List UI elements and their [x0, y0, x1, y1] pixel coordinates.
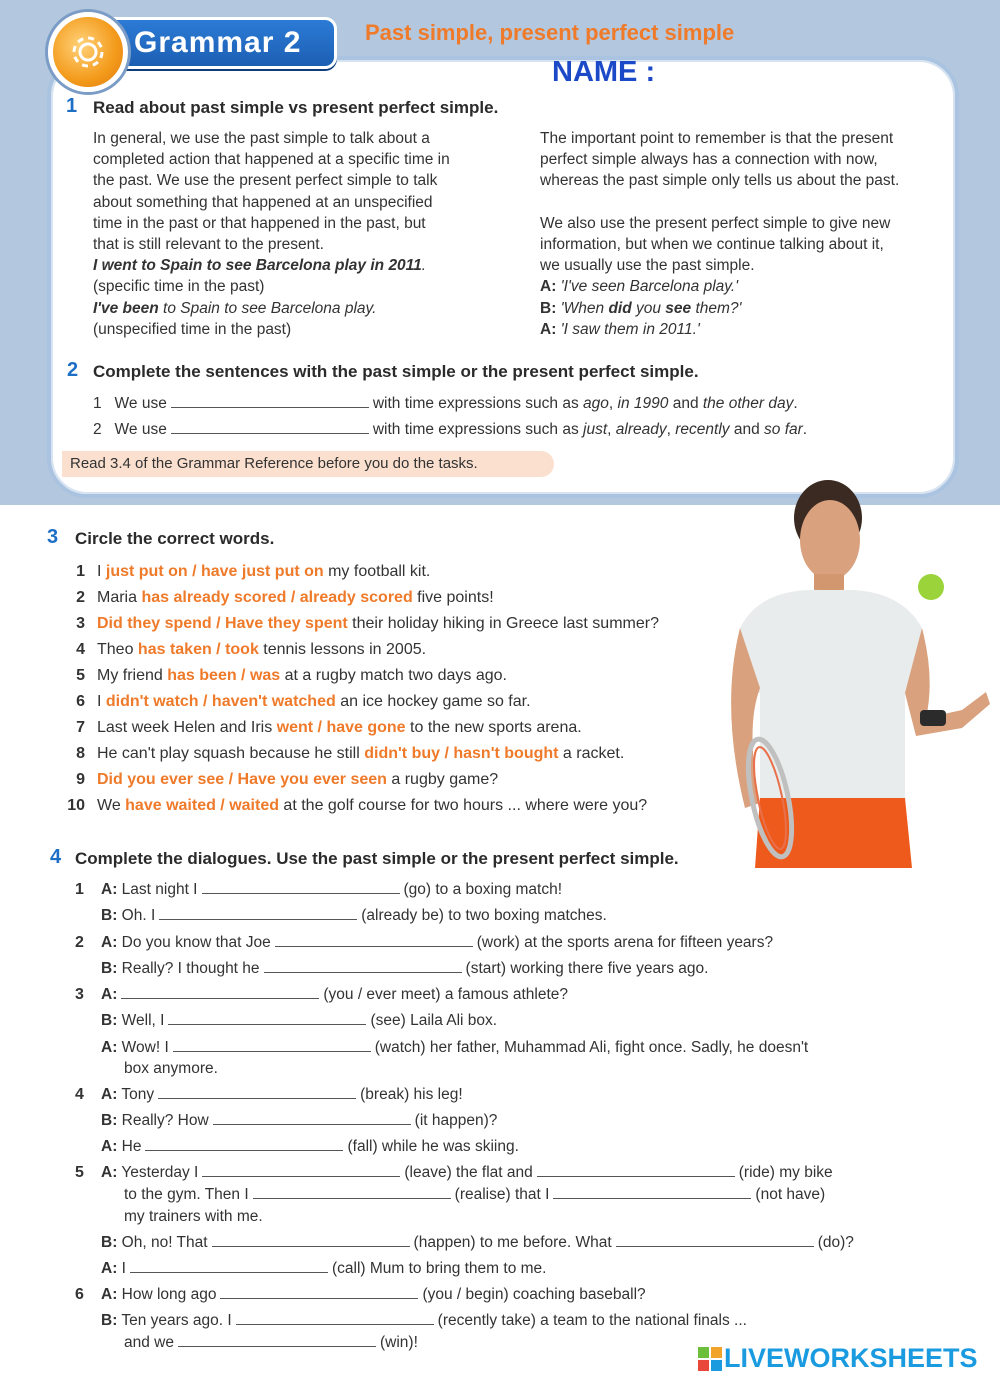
- item-emphasis: recently: [675, 421, 730, 438]
- text-line: In general, we use the past simple to talk about a: [93, 130, 430, 147]
- choice-option[interactable]: has taken / took: [137, 641, 259, 658]
- item-emphasis: just: [583, 421, 608, 438]
- example-line: [93, 255, 523, 276]
- speaker-label: A:: [101, 1039, 118, 1056]
- dialogue-line: box anymore.: [124, 1060, 218, 1077]
- section2-item: [93, 421, 807, 439]
- dialogue-number: 5: [75, 1164, 84, 1181]
- line-text: Oh, no! That: [117, 1234, 208, 1251]
- example-text: 'I've seen Barcelona play.': [556, 278, 739, 296]
- dialogue-line: [101, 1234, 854, 1252]
- section1-left-text: [93, 128, 523, 340]
- example-line: [540, 276, 945, 297]
- text-line: that is still relevant to the present.: [93, 236, 324, 254]
- answer-blank[interactable]: [130, 1261, 328, 1273]
- dialogue-line: [101, 907, 607, 925]
- answer-blank[interactable]: [212, 1235, 410, 1247]
- item-text: five points!: [412, 589, 494, 606]
- item-number: 2: [76, 589, 85, 606]
- verb-hint: (watch) her father, Muhammad Ali, fight once. Sadly, he doesn't: [374, 1039, 809, 1056]
- answer-blank[interactable]: [171, 396, 369, 408]
- item-text: with time expressions such as: [372, 421, 584, 438]
- choice-option[interactable]: has already scored / already scored: [141, 589, 413, 606]
- text-line: completed action that happened at a specific time in: [93, 151, 450, 169]
- text-line: whereas the past simple only tells us about the past.: [540, 172, 900, 190]
- item-number: 10: [67, 797, 85, 814]
- answer-blank[interactable]: [213, 1113, 411, 1125]
- section4-heading: Complete the dialogues. Use the past simple or the present perfect simple.: [75, 849, 679, 868]
- answer-blank[interactable]: [178, 1335, 376, 1347]
- item-text: .: [793, 395, 798, 412]
- item-text: to the new sports arena.: [405, 719, 582, 736]
- line-text: How long ago: [117, 1286, 217, 1303]
- list-item: [63, 641, 426, 659]
- item-text: ,: [666, 421, 676, 438]
- grammar-reference-note: Read 3.4 of the Grammar Reference before you do the tasks.: [62, 451, 554, 477]
- section2-number: 2: [67, 359, 79, 381]
- verb-hint: (ride) my bike: [738, 1164, 833, 1181]
- example-text: you: [631, 299, 666, 317]
- line-text: Oh. I: [117, 907, 156, 924]
- choice-option[interactable]: Did you ever see / Have you ever seen: [97, 771, 387, 788]
- dialogue-line: [101, 1112, 497, 1130]
- item-text: Theo: [97, 641, 138, 658]
- speaker-label: B:: [101, 1312, 118, 1329]
- choice-option[interactable]: didn't watch / haven't watched: [105, 693, 336, 710]
- item-text: their holiday hiking in Greece last summer?: [347, 615, 659, 632]
- item-text: and: [729, 421, 765, 438]
- answer-blank[interactable]: [264, 961, 462, 973]
- item-text: my football kit.: [323, 563, 431, 580]
- line-text: Wow! I: [117, 1039, 169, 1056]
- speaker-label: A:: [101, 881, 118, 898]
- dialogue-line: [101, 1286, 646, 1304]
- dialogue-line: [101, 1039, 808, 1057]
- item-text: Maria: [97, 589, 142, 606]
- dialogue-line: [101, 960, 708, 978]
- line-text: Tony: [117, 1086, 155, 1103]
- example-line: [540, 298, 945, 319]
- example-text: to Spain to see Barcelona play.: [158, 299, 377, 317]
- dialogue-number: 2: [75, 934, 84, 951]
- answer-blank[interactable]: [220, 1287, 418, 1299]
- item-text: .: [802, 421, 808, 438]
- name-label: NAME :: [552, 56, 656, 88]
- verb-hint: (realise) that I: [454, 1186, 550, 1203]
- verb-hint: (recently take) a team to the national finals ...: [437, 1312, 747, 1329]
- section4-number: 4: [50, 846, 62, 868]
- example-line: [93, 298, 523, 319]
- list-item: [63, 693, 531, 711]
- line-text: Last night I: [117, 881, 198, 898]
- item-number: 6: [76, 693, 85, 710]
- dialogue-line: [101, 1312, 747, 1330]
- item-text: We use: [114, 421, 167, 438]
- item-text: an ice hockey game so far.: [335, 693, 531, 710]
- text-line: The important point to remember is that the present: [540, 130, 894, 147]
- verb-hint: (break) his leg!: [360, 1086, 463, 1103]
- liveworksheets-logo-icon: [698, 1347, 722, 1371]
- item-number: 8: [76, 745, 85, 762]
- dialogue-line: [101, 986, 568, 1004]
- speaker-label: A:: [101, 1086, 118, 1103]
- choice-option[interactable]: have waited / waited: [125, 797, 279, 814]
- item-text: tennis lessons in 2005.: [258, 641, 427, 658]
- list-item: [63, 745, 624, 763]
- item-text: at a rugby match two days ago.: [280, 667, 507, 684]
- text-line: we usually use the past simple.: [540, 257, 755, 275]
- text-line: information, but when we continue talking about it,: [540, 236, 884, 253]
- list-item: [63, 797, 647, 815]
- line-text: Really? I thought he: [117, 960, 260, 977]
- example-text: 'I saw them in 2011.': [556, 320, 700, 338]
- speaker-label: B:: [101, 1234, 118, 1251]
- dialogue-number: 1: [75, 881, 84, 898]
- dialogue-line: [101, 881, 562, 899]
- item-number: 5: [76, 667, 85, 684]
- note-line: (specific time in the past): [93, 278, 265, 296]
- answer-blank[interactable]: [537, 1165, 735, 1177]
- list-item: [63, 589, 494, 607]
- verb-hint: (already be) to two boxing matches.: [361, 907, 607, 924]
- answer-blank[interactable]: [121, 987, 319, 999]
- verb-hint: (win)!: [379, 1334, 418, 1351]
- verb-hint: (not have): [755, 1186, 826, 1203]
- answer-blank[interactable]: [236, 1313, 434, 1325]
- item-text: ,: [608, 395, 618, 412]
- answer-blank[interactable]: [168, 1013, 366, 1025]
- item-number: 1: [93, 395, 102, 412]
- verb-hint: (you / ever meet) a famous athlete?: [323, 986, 569, 1003]
- list-item: [63, 563, 430, 581]
- verb-hint: (fall) while he was skiing.: [347, 1138, 519, 1155]
- speaker-label: A:: [101, 986, 118, 1003]
- text-line: time in the past or that happened in the past, but: [93, 214, 426, 232]
- choice-option[interactable]: just put on / have just put on: [105, 563, 324, 580]
- answer-blank[interactable]: [275, 935, 473, 947]
- list-item: [63, 719, 582, 737]
- speaker-label: A:: [540, 278, 557, 296]
- list-item: [63, 667, 507, 685]
- example-emphasis: see: [665, 299, 692, 317]
- verb-hint: (go) to a boxing match!: [403, 881, 563, 898]
- item-emphasis: in 1990: [617, 395, 669, 412]
- verb-hint: (call) Mum to bring them to me.: [331, 1260, 547, 1277]
- answer-blank[interactable]: [202, 882, 400, 894]
- gear-icon: [67, 31, 109, 73]
- item-text: I: [97, 563, 106, 580]
- text-line: about something that happened at an unspecified: [93, 193, 433, 211]
- item-text: Last week Helen and Iris: [97, 719, 277, 736]
- speaker-label: B:: [101, 907, 118, 924]
- section1-number: 1: [66, 95, 78, 117]
- line-text: Well, I: [117, 1012, 165, 1029]
- verb-hint: (leave) the flat and: [404, 1164, 533, 1181]
- line-text: to the gym. Then I: [124, 1186, 249, 1203]
- line-text: Do you know that Joe: [117, 934, 271, 951]
- verb-hint: (do)?: [817, 1234, 854, 1251]
- item-text: We use: [114, 395, 167, 412]
- section3-number: 3: [47, 526, 59, 548]
- example-emphasis: I've been: [93, 299, 159, 317]
- answer-blank[interactable]: [171, 422, 369, 434]
- speaker-label: B:: [540, 299, 557, 317]
- item-number: 3: [76, 615, 85, 632]
- footer-brand[interactable]: [698, 1343, 978, 1374]
- dialogue-line: my trainers with me.: [124, 1208, 263, 1225]
- choice-option[interactable]: has been / was: [167, 667, 281, 684]
- item-text: He can't play squash because he still: [97, 745, 365, 762]
- speaker-label: A:: [540, 320, 557, 338]
- section3-heading: Circle the correct words.: [75, 529, 275, 548]
- text-line: perfect simple always has a connection with now,: [540, 151, 878, 169]
- verb-hint: (happen) to me before. What: [413, 1234, 612, 1251]
- item-number: 7: [76, 719, 85, 736]
- item-number: 2: [93, 421, 102, 438]
- verb-hint: (start) working there five years ago.: [465, 960, 709, 977]
- dialogue-line: [101, 1164, 833, 1182]
- answer-blank[interactable]: [158, 1087, 356, 1099]
- dialogue-line: [101, 1086, 463, 1104]
- section2-item: [93, 395, 798, 413]
- item-text: a racket.: [558, 745, 625, 762]
- section1-heading: Read about past simple vs present perfect simple.: [93, 98, 499, 117]
- item-emphasis: ago: [583, 395, 609, 412]
- answer-blank[interactable]: [159, 908, 357, 920]
- item-emphasis: already: [615, 421, 667, 438]
- text-line: We also use the present perfect simple to give new: [540, 214, 891, 232]
- verb-hint: (see) Laila Ali box.: [370, 1012, 498, 1029]
- answer-blank[interactable]: [553, 1187, 751, 1199]
- answer-blank[interactable]: [202, 1165, 400, 1177]
- list-item: [63, 771, 498, 789]
- item-number: 4: [76, 641, 85, 658]
- item-text: My friend: [97, 667, 168, 684]
- line-text: He: [117, 1138, 142, 1155]
- brand-name: LIVEWORKSHEETS: [724, 1343, 978, 1373]
- tennis-player-icon: [700, 478, 1000, 868]
- text-line: the past. We use the present perfect simple to talk: [93, 172, 438, 190]
- dialogue-line: [101, 1012, 497, 1030]
- item-text: with time expressions such as: [372, 395, 584, 412]
- note-line: (unspecified time in the past): [93, 320, 292, 338]
- dialogue-line: [124, 1334, 418, 1352]
- badge: [48, 12, 128, 92]
- speaker-label: B:: [101, 960, 118, 977]
- example-text: .: [421, 257, 427, 275]
- dialogue-number: 4: [75, 1086, 84, 1103]
- item-text: and: [668, 395, 703, 412]
- grammar-title: Grammar 2: [105, 17, 337, 69]
- answer-blank[interactable]: [145, 1139, 343, 1151]
- dialogue-line: [124, 1186, 825, 1204]
- choice-option[interactable]: went / have gone: [276, 719, 406, 736]
- item-text: ,: [607, 421, 616, 438]
- speaker-label: A:: [101, 1260, 118, 1277]
- item-number: 9: [76, 771, 85, 788]
- speaker-label: A:: [101, 934, 118, 951]
- line-text: Ten years ago. I: [117, 1312, 232, 1329]
- line-text: Yesterday I: [117, 1164, 199, 1181]
- dialogue-number: 3: [75, 986, 84, 1003]
- speaker-label: B:: [101, 1012, 118, 1029]
- item-number: 1: [76, 563, 85, 580]
- item-emphasis: the other day: [702, 395, 794, 412]
- answer-blank[interactable]: [253, 1187, 451, 1199]
- answer-blank[interactable]: [616, 1235, 814, 1247]
- line-text: and we: [124, 1334, 174, 1351]
- item-text: at the golf course for two hours ... where were you?: [278, 797, 648, 814]
- verb-hint: (work) at the sports arena for fifteen years?: [476, 934, 774, 951]
- example-emphasis: in 2011: [370, 257, 422, 275]
- example-line: [540, 319, 945, 340]
- choice-option[interactable]: Did they spend / Have they spent: [97, 615, 348, 632]
- line-text: I: [117, 1260, 126, 1277]
- speaker-label: A:: [101, 1138, 118, 1155]
- verb-hint: (you / begin) coaching baseball?: [422, 1286, 646, 1303]
- item-text: a rugby game?: [386, 771, 499, 788]
- item-text: We: [97, 797, 126, 814]
- example-emphasis: did: [608, 299, 632, 317]
- answer-blank[interactable]: [173, 1040, 371, 1052]
- speaker-label: A:: [101, 1286, 118, 1303]
- dialogue-line: [101, 1260, 546, 1278]
- list-item: [63, 615, 659, 633]
- verb-hint: (it happen)?: [414, 1112, 498, 1129]
- dialogue-line: [101, 1138, 519, 1156]
- dialogue-line: [101, 934, 773, 952]
- item-text: I: [97, 693, 106, 710]
- section2-heading: Complete the sentences with the past simple or the present perfect simple.: [93, 362, 699, 381]
- speaker-label: B:: [101, 1112, 118, 1129]
- choice-option[interactable]: didn't buy / hasn't bought: [364, 745, 559, 762]
- page-subtitle: Past simple, present perfect simple: [365, 20, 735, 45]
- example-text: 'When: [556, 299, 609, 317]
- section1-right-text: [540, 128, 945, 340]
- example-text: I went to Spain to see Barcelona play: [93, 257, 371, 275]
- example-text: them?': [691, 299, 742, 317]
- item-emphasis: so far: [764, 421, 803, 438]
- line-text: Really? How: [117, 1112, 209, 1129]
- dialogue-number: 6: [75, 1286, 84, 1303]
- speaker-label: A:: [101, 1164, 118, 1181]
